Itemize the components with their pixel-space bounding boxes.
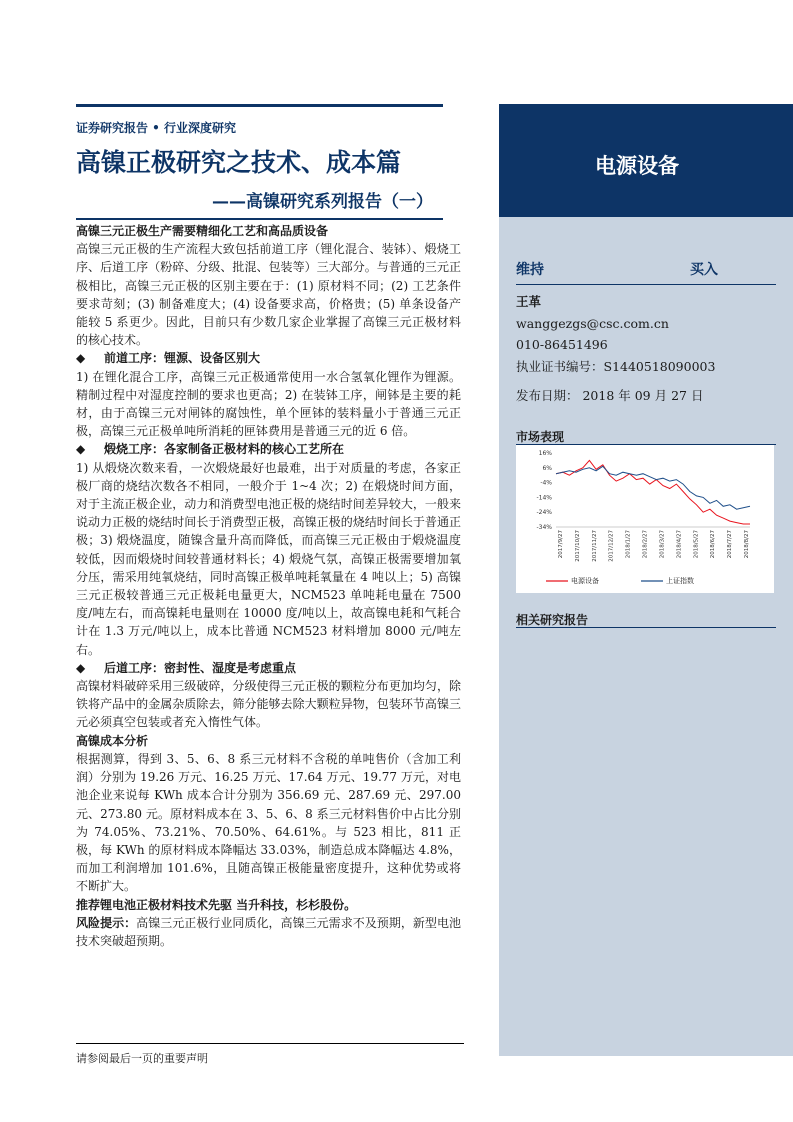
risk-text: 高镍三元正极行业同质化，高镍三元需求不及预期，新型电池技术突破超预期。 (76, 915, 461, 948)
section-heading-cost: 高镍成本分析 (76, 733, 149, 748)
header-bottom-rule (76, 218, 443, 220)
footer-note: 请参阅最后一页的重要声明 (76, 1052, 208, 1065)
x-tick-label: 2018/6/27 (710, 530, 717, 559)
bullet-back-process-label: 后道工序：密封性、湿度是考虑重点 (104, 660, 297, 675)
y-tick-label: -4% (540, 479, 552, 487)
y-tick-label: -24% (536, 509, 552, 517)
paragraph-front-process: 1) 在锂化混合工序，高镍三元正极通常使用一水合氢氧化锂作为锂源。精制过程中对湿度控制的要求也更高；2) 在装钵工序，闸钵是主要的耗材，由于高镍三元对闸钵的腐蚀性，单个匣钵的装料量小于普通三元正极，高镍三元正极单吨所消耗的匣钵费用是普通三元的近 6 倍。 (76, 369, 461, 439)
market-chart (516, 445, 774, 593)
analyst-info (516, 291, 715, 377)
sector-banner (499, 104, 793, 217)
report-title: 高镍正极研究之技术、成本篇 (76, 148, 402, 177)
analyst-name: 王革 (516, 294, 542, 309)
related-rule (516, 627, 776, 628)
y-tick-label: 16% (538, 450, 552, 457)
x-tick-label: 2018/2/27 (642, 530, 649, 559)
report-kicker: 证券研究报告 • 行业深度研究 (76, 121, 237, 135)
paragraph-calcination: 1) 从煅烧次数来看，一次煅烧最好也最难，出于对质量的考虑，各家正极厂商的烧结次数各不相同，一般介于 1~4 次；2) 在煅烧时间方面，对于主流正极企业，动力和消费型电池正极的烧结时间差异较大，一般来说动力正极的烧结时间长于消费型正极，高镍正极的烧结时间长于普通正极；3) 煅烧温度，随镍含量升高而降低，而高镍三元正极由于煅烧温度较低，因而煅烧时间较普通材料长；4) 煅烧气氛，高镍正极需要增加氧分压，需采用纯氧烧结，同时高镍正极单吨耗氧量在 4 吨以上；5) 高镍三元正极较普通三元正极耗电量更大，NCM523 单吨耗电量在 7500 度/吨左右，而高镍耗电量则在 10000 度/吨以上，故高镍电耗和气耗合计在 1.3 万元/吨以上，成本比普通 NCM523 材料增加 8000 元/吨左右。 (76, 460, 461, 657)
sector-name: 电源设备 (595, 154, 679, 178)
bullet-diamond-icon: ◆ (76, 442, 86, 457)
series-line-1 (556, 466, 750, 509)
bullet-calcination-label: 煅烧工序：各家制备正极材料的核心工艺所在 (104, 442, 345, 457)
x-tick-label: 2018/1/27 (625, 530, 632, 559)
section-heading-process: 高镍三元正极生产需要精细化工艺和高品质设备 (76, 224, 329, 238)
paragraph-process: 高镍三元正极的生产流程大致包括前道工序（锂化混合、装钵）、煅烧工序、后道工序（粉碎、分级、批混、包装等）三大部分。与普通的三元正极相比，高镍三元正极的区别主要在于：(1) 原材料不同；(2) 工艺条件要求苛刻；(3) 制备难度大；(4) 设备要求高，价格贵；(5) 单条设备产能较 5 系更少。因此，目前只有少数几家企业掌握了高镍三元正极材料的核心技术。 (76, 242, 461, 348)
market-chart-svg (516, 445, 774, 593)
bullet-back-process (76, 659, 461, 677)
x-tick-label: 2018/5/27 (693, 530, 700, 559)
paragraph-back-process: 高镍材料破碎采用三级破碎，分级使得三元正极的颗粒分布更加均匀，除铁将产品中的金属杂质除去，筛分能够去除大颗粒异物，包装环节高镍三元必须真空包装或者充入惰性气体。 (76, 679, 461, 730)
x-tick-label: 2018/3/27 (659, 530, 666, 559)
y-tick-label: -34% (536, 524, 552, 531)
risk-label: 风险提示： (76, 915, 137, 930)
x-tick-label: 2017/10/27 (574, 530, 581, 562)
analyst-license: 执业证书编号：S1440518090003 (516, 358, 716, 374)
x-tick-label: 2017/11/27 (591, 530, 598, 562)
rating-rule (516, 284, 776, 285)
footer-rule (76, 1043, 464, 1044)
bullet-calcination (76, 440, 461, 458)
x-tick-label: 2018/8/27 (744, 530, 750, 559)
risk-warning (76, 914, 461, 950)
publish-date: 发布日期： 2018 年 09 月 27 日 (516, 388, 704, 403)
bullet-diamond-icon: ◆ (76, 660, 86, 675)
bullet-front-process-label: 前道工序：锂源、设备区别大 (104, 351, 261, 366)
y-tick-label: 6% (542, 464, 552, 472)
summary-column (76, 222, 461, 950)
paragraph-cost: 根据测算，得到 3、5、6、8 系三元材料不含税的单吨售价（含加工利润）分别为 19.26 万元、16.25 万元、17.64 万元、19.77 万元，对电池企业来说每 KWh 成本合计分别为 356.69 元、287.69 元、297.00 元、273.80 元。原材料成本在 3、5、6、8 系三元材料售价中占比分别为 74.05%、73.21%、70.50%、64.61%。与 523 相比，811 正极，每 KWh 的原材料成本降幅达 33.03%，制造总成本降幅达 4.8%，而加工利润增加 101.6%，且随高镍正极能量密度提升，这种优势或将不断扩大。 (76, 751, 461, 894)
x-tick-label: 2017/12/27 (608, 530, 615, 562)
report-subtitle: ——高镍研究系列报告（一） (212, 192, 433, 212)
legend-label-0: 电源设备 (571, 577, 599, 585)
bullet-front-process (76, 349, 461, 367)
x-tick-label: 2018/7/27 (727, 530, 734, 559)
rating-buy: 买入 (690, 262, 718, 278)
market-title: 市场表现 (516, 430, 565, 444)
analyst-email: wanggezgs@csc.com.cn (516, 315, 669, 331)
sidebar (499, 104, 793, 1056)
recommendation: 推荐锂电池正极材料技术先驱 当升科技，杉杉股份。 (76, 897, 357, 912)
x-tick-label: 2018/4/27 (676, 530, 683, 559)
related-title: 相关研究报告 (516, 613, 589, 627)
analyst-phone: 010-86451496 (516, 337, 608, 352)
y-tick-label: -14% (536, 494, 552, 502)
bullet-diamond-icon: ◆ (76, 351, 86, 366)
rating-maintain: 维持 (516, 262, 544, 278)
legend-label-1: 上证指数 (666, 577, 694, 585)
header-top-rule (76, 104, 443, 107)
series-line-0 (556, 460, 750, 524)
x-tick-label: 2017/9/27 (558, 530, 564, 559)
